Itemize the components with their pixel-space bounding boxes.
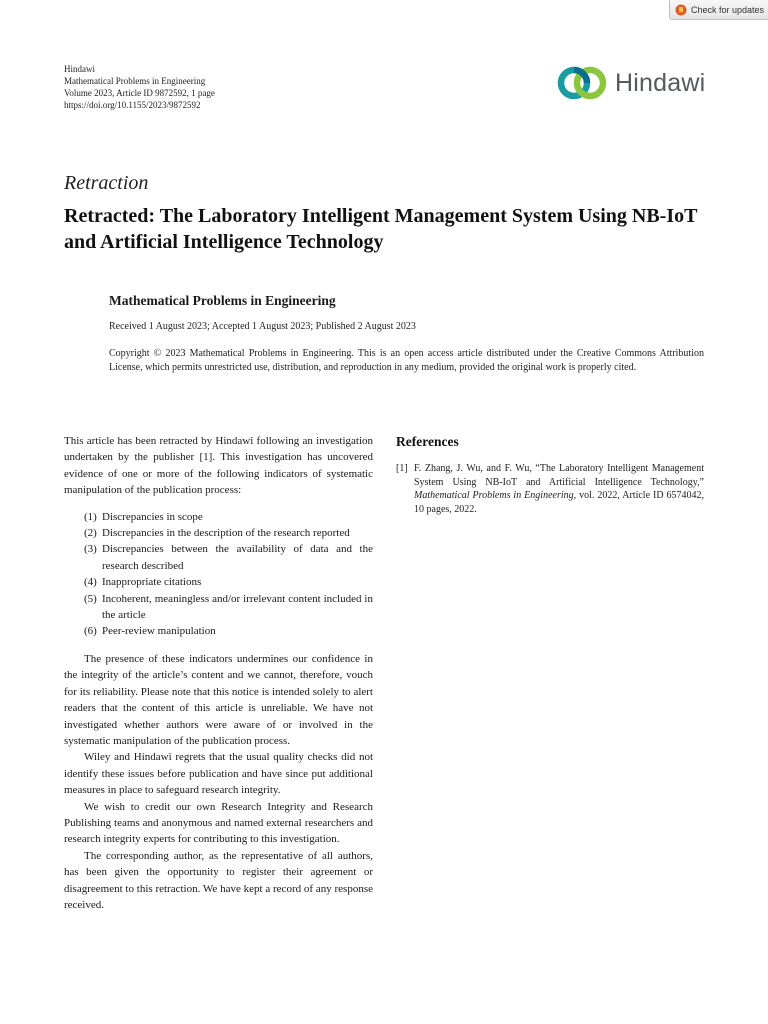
hindawi-logo-text: Hindawi: [615, 68, 706, 97]
indicator-item: (3) Discrepancies between the availability of data and the research described: [84, 543, 373, 572]
hindawi-logo: [557, 63, 705, 103]
indicator-item: (6) Peer-review manipulation: [84, 625, 216, 638]
reference-item: [396, 462, 704, 516]
check-for-updates-label: Check for updates: [691, 4, 765, 15]
hindawi-logo-mark-icon: [557, 63, 609, 103]
check-for-updates-icon: [675, 4, 687, 16]
article-type: Retraction: [64, 172, 149, 194]
indicator-item: (2) Discrepancies in the description of the research reported: [84, 527, 350, 540]
reference-text: F. Zhang, J. Wu, and F. Wu, “The Laboratory Intelligent Management System Using NB-IoT and Artificial Intelligence Technology,” Mathematical Problems in Engineering, vol. 2022, Article ID 6574042, 10 pages, 2022.: [414, 463, 705, 515]
article-dates: Received 1 August 2023; Accepted 1 August 2023; Published 2 August 2023: [109, 321, 416, 332]
indicator-item: (5) Incoherent, meaningless and/or irrelevant content included in the article: [84, 592, 373, 622]
indicator-item: (1) Discrepancies in scope: [84, 510, 203, 523]
retraction-body: [64, 433, 373, 913]
article-metadata: [64, 63, 215, 111]
publisher-name: Hindawi: [64, 64, 95, 74]
doi-link[interactable]: https://doi.org/10.1155/2023/9872592: [64, 100, 201, 110]
body-paragraph: Wiley and Hindawi regrets that the usual quality checks did not identify these issues before publication and have since put additional measures in place to safeguard research integrity.: [64, 751, 373, 797]
journal-name: Mathematical Problems in Engineering: [64, 76, 206, 86]
body-paragraph: The presence of these indicators undermines our confidence in the integrity of the article’s content and we cannot, therefore, vouch for its reliability. Please note that this notice is intended solely to alert readers that the content of this article is unreliable. We have not investigated whether authors were aware of or involved in the systematic manipulation of the publication process.: [64, 652, 373, 747]
check-for-updates-button[interactable]: [669, 0, 768, 20]
body-paragraph: We wish to credit our own Research Integrity and Research Publishing teams and anonymous and named external researchers and research integrity experts for contributing to this investigation.: [64, 800, 373, 846]
article-author: Mathematical Problems in Engineering: [109, 293, 336, 308]
intro-paragraph: This article has been retracted by Hindawi following an investigation undertaken by the publisher [1]. This investigation has uncovered evidence of one or more of the following indicators of systematic manipulation of the publication process:: [64, 435, 373, 497]
reference-number: [1]: [396, 463, 408, 474]
indicator-list: [84, 509, 373, 640]
body-paragraph: The corresponding author, as the representative of all authors, has been given the opportunity to register their agreement or disagreement to this retraction. We have kept a record of any response received.: [64, 849, 373, 911]
indicator-item: (4) Inappropriate citations: [84, 576, 202, 589]
volume-info: Volume 2023, Article ID 9872592, 1 page: [64, 88, 215, 98]
reference-journal: Mathematical Problems in Engineering: [414, 490, 574, 501]
references-heading: References: [396, 434, 459, 449]
references-section: [396, 434, 704, 516]
copyright-notice: Copyright © 2023 Mathematical Problems in Engineering. This is an open access article distributed under the Creative Commons Attribution License, which permits unrestricted use, distribution, and reproduction in any medium, provided the original work is properly cited.: [109, 348, 704, 373]
article-title: Retracted: The Laboratory Intelligent Management System Using NB-IoT and Artificial Intelligence Technology: [64, 205, 698, 253]
